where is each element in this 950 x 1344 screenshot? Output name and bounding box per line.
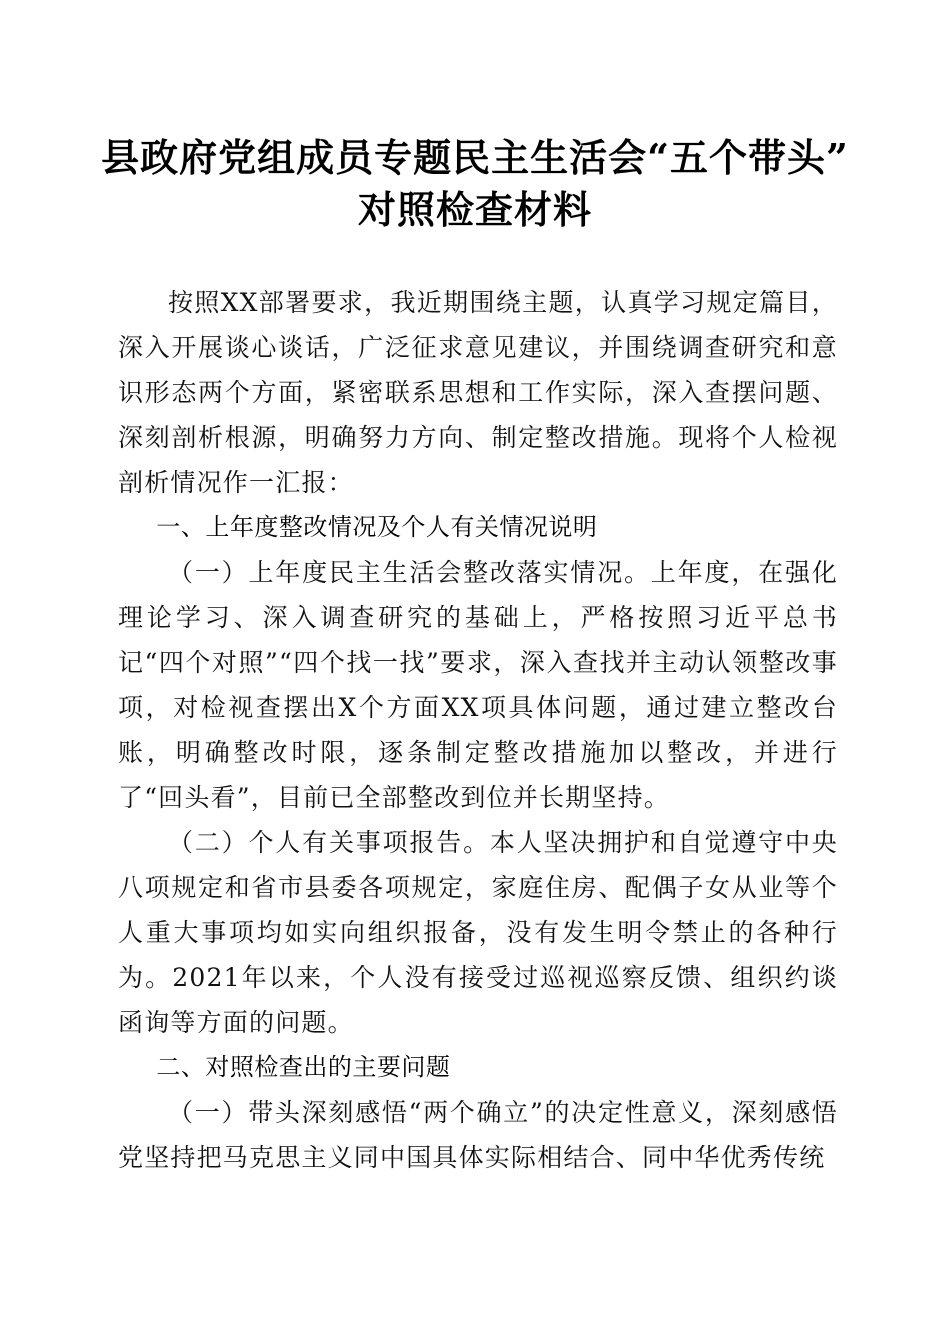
section-1-item-1: （一）上年度民主生活会整改落实情况。上年度，在强化理论学习、深入调查研究的基础上，严格按照习近平总书记“四个对照”“四个找一找”要求，深入查找并主动认领整改事项，对检视查摆出X个方面XX项具体问题，通过建立整改台账，明确整改时限，逐条制定整改措施加以整改，并进行了“回头看”，目前已全部整改到位并长期坚持。 bbox=[118, 558, 838, 812]
intro-paragraph: 按照XX部署要求，我近期围绕主题，认真学习规定篇目，深入开展谈心谈话，广泛征求意见建议，并围绕调查研究和意识形态两个方面，紧密联系思想和工作实际，深入查摆问题、深刻剖析根源，明确努力方向、制定整改措施。现将个人检视剖析情况作一汇报： bbox=[118, 288, 838, 497]
document-title-line-1: 县政府党组成员专题民主生活会“五个带头” bbox=[101, 135, 849, 180]
section-2-item-1: （一）带头深刻感悟“两个确立”的决定性意义，深刻感悟党坚持把马克思主义同中国具体实际相结合、同中华优秀传统 bbox=[118, 1098, 838, 1172]
document-body bbox=[118, 280, 838, 1180]
section-1-item-2: （二）个人有关事项报告。本人坚决拥护和自觉遵守中央八项规定和省市县委各项规定，家庭住房、配偶子女从业等个人重大事项均如实向组织报备，没有发生明令禁止的各种行为。2021年以来，个人没有接受过巡视巡察反馈、组织约谈函询等方面的问题。 bbox=[118, 828, 838, 1037]
section-1-heading: 一、上年度整改情况及个人有关情况说明 bbox=[156, 513, 598, 541]
document-title-line-2: 对照检查材料 bbox=[357, 187, 592, 232]
section-2-heading: 二、对照检查出的主要问题 bbox=[156, 1053, 451, 1081]
